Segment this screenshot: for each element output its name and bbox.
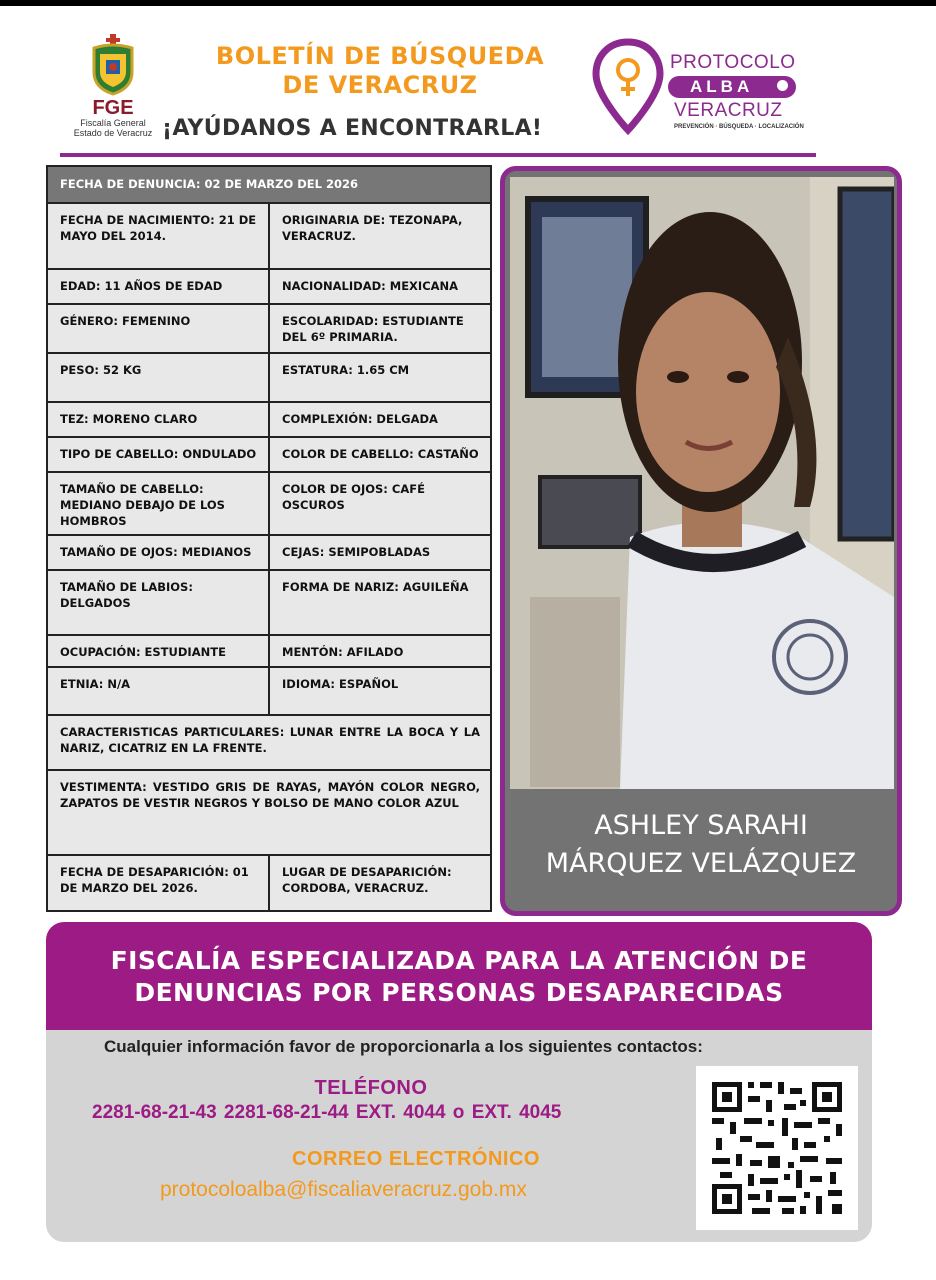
eye-size: TAMAÑO DE OJOS: MEDIANOS — [47, 535, 269, 570]
email-link[interactable]: protocoloalba@fiscaliaveracruz.gob.mx — [160, 1178, 527, 1201]
phone-label: TELÉFONO — [314, 1077, 428, 1099]
top-border — [0, 0, 936, 6]
birth-date: FECHA DE NACIMIENTO: 21 DE MAYO DEL 2014. — [47, 203, 269, 269]
fge-name-line2: Estado de Veracruz — [73, 128, 153, 138]
height: ESTATURA: 1.65 CM — [269, 353, 491, 402]
person-name — [505, 791, 897, 883]
fiscalia-title — [46, 945, 872, 1009]
protocolo-alba-logo — [592, 38, 812, 138]
subtitle: ¡AYÚDANOS A ENCONTRARLA! — [162, 116, 543, 141]
clothing: VESTIMENTA: VESTIDO GRIS DE RAYAS, MAYÓN COLOR NEGRO, ZAPATOS DE VESTIR NEGROS Y BOLSO DE MANO COLOR AZUL — [47, 770, 491, 855]
search-icon — [777, 80, 788, 91]
occupation: OCUPACIÓN: ESTUDIANTE — [47, 635, 269, 667]
alba-tagline: PREVENCIÓN · BÚSQUEDA · LOCALIZACIÓN — [674, 124, 804, 130]
fge-abbreviation: FGE — [92, 97, 134, 119]
build: COMPLEXIÓN: DELGADA — [269, 402, 491, 437]
eyebrows: CEJAS: SEMIPOBLADAS — [269, 535, 491, 570]
name-line2: MÁRQUEZ VELÁZQUEZ — [545, 848, 857, 879]
ethnicity: ETNIA: N/A — [47, 667, 269, 715]
hair-color: COLOR DE CABELLO: CASTAÑO — [269, 437, 491, 472]
title-line2: DE VERACRUZ — [282, 71, 478, 99]
contacts-panel — [46, 1030, 872, 1242]
fiscalia-line2: DENUNCIAS POR PERSONAS DESAPARECIDAS — [134, 978, 784, 1007]
age: EDAD: 11 AÑOS DE EDAD — [47, 269, 269, 304]
header-divider — [60, 153, 816, 157]
particular-features: CARACTERISTICAS PARTICULARES: LUNAR ENTRE LA BOCA Y LA NARIZ, CICATRIZ EN LA FRENTE. — [47, 715, 491, 770]
eye-color: COLOR DE OJOS: CAFÉ OSCUROS — [269, 472, 491, 535]
fiscalia-banner — [46, 922, 872, 1030]
chin: MENTÓN: AFILADO — [269, 635, 491, 667]
schooling: ESCOLARIDAD: ESTUDIANTE DEL 6º PRIMARIA. — [269, 304, 491, 353]
nose-shape: FORMA DE NARIZ: AGUILEÑA — [269, 570, 491, 635]
weight: PESO: 52 KG — [47, 353, 269, 402]
contacts-intro: Cualquier información favor de proporcionarla a los siguientes contactos: — [104, 1037, 703, 1056]
veracruz-shield-icon — [86, 34, 140, 96]
name-line1: ASHLEY SARAHI — [594, 810, 808, 841]
alba-pill — [668, 76, 796, 98]
gender: GÉNERO: FEMENINO — [47, 304, 269, 353]
title-line1: BOLETÍN DE BÚSQUEDA — [215, 42, 545, 70]
missing-person-photo — [510, 177, 894, 789]
skin-tone: TEZ: MORENO CLARO — [47, 402, 269, 437]
map-pin-female-icon — [592, 38, 672, 138]
phone-numbers[interactable]: 2281-68-21-43 2281-68-21-44 EXT. 4044 o EXT. 4045 — [92, 1102, 562, 1123]
photo-panel — [500, 166, 902, 916]
fge-logo — [68, 34, 158, 144]
lip-size: TAMAÑO DE LABIOS: DELGADOS — [47, 570, 269, 635]
bulletin-title — [180, 42, 580, 100]
nationality: NACIONALIDAD: MEXICANA — [269, 269, 491, 304]
hair-type: TIPO DE CABELLO: ONDULADO — [47, 437, 269, 472]
alba-text: ALBA — [690, 77, 754, 96]
disappearance-date: FECHA DE DESAPARICIÓN: 01 DE MARZO DEL 2026. — [47, 855, 269, 911]
fge-name-line1: Fiscalía General — [80, 118, 146, 128]
disappearance-place: LUGAR DE DESAPARICIÓN: CORDOBA, VERACRUZ. — [269, 855, 491, 911]
person-info-table — [46, 165, 492, 912]
language: IDIOMA: ESPAÑOL — [269, 667, 491, 715]
qr-code[interactable] — [696, 1066, 858, 1230]
hair-length: TAMAÑO DE CABELLO: MEDIANO DEBAJO DE LOS HOMBROS — [47, 472, 269, 535]
email-label: CORREO ELECTRÓNICO — [292, 1148, 540, 1170]
complaint-date: FECHA DE DENUNCIA: 02 DE MARZO DEL 2026 — [47, 166, 491, 203]
alba-veracruz-text: VERACRUZ — [674, 100, 783, 121]
fiscalia-line1: FISCALÍA ESPECIALIZADA PARA LA ATENCIÓN DE — [110, 946, 808, 975]
origin: ORIGINARIA DE: TEZONAPA, VERACRUZ. — [269, 203, 491, 269]
alba-protocolo-text: PROTOCOLO — [670, 52, 796, 73]
